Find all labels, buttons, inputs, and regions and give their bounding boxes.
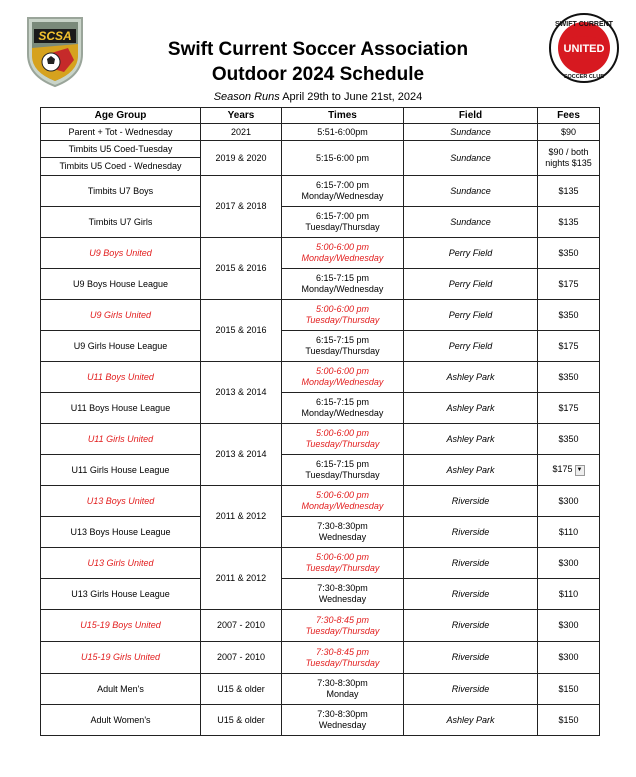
- time-days: Tuesday/Thursday: [305, 470, 380, 480]
- time-days: Monday: [326, 689, 359, 699]
- table-row: [41, 141, 600, 158]
- fee-cell: $350: [538, 424, 600, 455]
- field-cell: Sundance: [404, 176, 538, 207]
- season-runs-label: Season Runs: [213, 91, 280, 103]
- col-field: Field: [404, 108, 538, 124]
- time-days: Tuesday/Thursday: [305, 563, 380, 573]
- age-group-cell: U13 Girls United: [41, 548, 201, 579]
- times-cell: [282, 610, 404, 642]
- field-cell: Perry Field: [404, 331, 538, 362]
- times-cell: [282, 424, 404, 455]
- col-times: Times: [282, 108, 404, 124]
- age-group-cell: U11 Girls United: [41, 424, 201, 455]
- time-range: 6:15-7:15 pm: [315, 335, 370, 345]
- fee-line: nights $135: [545, 158, 592, 168]
- season-range: April 29th to June 21st, 2024: [279, 91, 423, 103]
- field-cell: Ashley Park: [404, 705, 538, 736]
- table-row: [41, 674, 600, 705]
- years-cell: U15 & older: [201, 705, 282, 736]
- time-days: Wednesday: [318, 594, 367, 604]
- years-cell: U15 & older: [201, 674, 282, 705]
- age-group-cell: U13 Boys United: [41, 486, 201, 517]
- years-cell: 2013 & 2014: [201, 424, 282, 486]
- fee-cell: $175: [538, 393, 600, 424]
- age-group-cell: U13 Girls House League: [41, 579, 201, 610]
- svg-text:UNITED: UNITED: [563, 43, 605, 55]
- time-range: 5:00-6:00 pm: [315, 552, 370, 562]
- times-cell: [282, 642, 404, 674]
- field-cell: Ashley Park: [404, 424, 538, 455]
- time-range: 5:00-6:00 pm: [315, 366, 370, 376]
- svg-text:SOCCER CLUB: SOCCER CLUB: [563, 74, 605, 80]
- years-cell: 2015 & 2016: [201, 300, 282, 362]
- field-cell: Sundance: [404, 207, 538, 238]
- time-days: Monday/Wednesday: [301, 191, 384, 201]
- time-days: Tuesday/Thursday: [305, 222, 380, 232]
- field-cell: Riverside: [404, 517, 538, 548]
- age-group-cell: Adult Men's: [41, 674, 201, 705]
- fee-cell: $135: [538, 207, 600, 238]
- fee-cell[interactable]: [538, 455, 600, 486]
- times-cell: [282, 548, 404, 579]
- times-cell: [282, 176, 404, 207]
- table-row: [41, 517, 600, 548]
- table-row: [41, 331, 600, 362]
- field-cell: Sundance: [404, 141, 538, 176]
- time-range: 7:30-8:30pm: [317, 678, 368, 688]
- dropdown-arrow-icon[interactable]: ▼: [575, 465, 585, 476]
- field-cell: Riverside: [404, 579, 538, 610]
- svg-text:SCSA: SCSA: [38, 29, 72, 43]
- age-group-cell: U13 Boys House League: [41, 517, 201, 548]
- field-cell: Ashley Park: [404, 393, 538, 424]
- table-row: [41, 207, 600, 238]
- time-days: Tuesday/Thursday: [305, 346, 380, 356]
- time-days: Monday/Wednesday: [301, 408, 384, 418]
- season-dates: [0, 91, 636, 103]
- col-age-group: Age Group: [41, 108, 201, 124]
- time-range: 6:15-7:15 pm: [315, 397, 370, 407]
- times-cell: [282, 579, 404, 610]
- table-row: [41, 424, 600, 455]
- time-range: 5:00-6:00 pm: [315, 428, 370, 438]
- fee-cell: $110: [538, 579, 600, 610]
- times-cell: [282, 207, 404, 238]
- table-row: [41, 642, 600, 674]
- time-range: 6:15-7:00 pm: [315, 180, 370, 190]
- age-group-cell: Timbits U5 Coed - Wednesday: [41, 158, 201, 176]
- time-range: 6:15-7:15 pm: [315, 273, 370, 283]
- age-group-cell: U11 Girls House League: [41, 455, 201, 486]
- time-range: 7:30-8:45 pm: [315, 646, 370, 657]
- fee-cell: $350: [538, 238, 600, 269]
- fee-cell: $350: [538, 300, 600, 331]
- field-cell: Sundance: [404, 124, 538, 141]
- fee-cell: $300: [538, 642, 600, 674]
- times-cell: [282, 393, 404, 424]
- age-group-cell: Adult Women's: [41, 705, 201, 736]
- field-cell: Riverside: [404, 610, 538, 642]
- page-subtitle: Outdoor 2024 Schedule: [211, 64, 425, 85]
- table-row: [41, 455, 600, 486]
- fee-cell: $150: [538, 705, 600, 736]
- field-cell: Ashley Park: [404, 362, 538, 393]
- times-cell: 5:15-6:00 pm: [282, 141, 404, 176]
- table-row: [41, 124, 600, 141]
- age-group-cell: U11 Boys House League: [41, 393, 201, 424]
- time-range: 7:30-8:45 pm: [315, 614, 370, 625]
- age-group-cell: U9 Girls United: [41, 300, 201, 331]
- table-row: [41, 269, 600, 300]
- time-range: 6:15-7:15 pm: [315, 459, 370, 469]
- table-row: [41, 610, 600, 642]
- table-row: [41, 393, 600, 424]
- age-group-cell: Timbits U7 Boys: [41, 176, 201, 207]
- time-days: Tuesday/Thursday: [305, 625, 380, 636]
- times-cell: [282, 455, 404, 486]
- fee-cell: $300: [538, 486, 600, 517]
- fee-cell: $300: [538, 548, 600, 579]
- years-cell: 2015 & 2016: [201, 238, 282, 300]
- times-cell: [282, 331, 404, 362]
- col-fees: Fees: [538, 108, 600, 124]
- time-days: Wednesday: [318, 532, 367, 542]
- table-row: [41, 486, 600, 517]
- fee-line: $90 / both: [548, 147, 589, 157]
- times-cell: [282, 674, 404, 705]
- fee-cell: $150: [538, 674, 600, 705]
- time-days: Monday/Wednesday: [301, 284, 384, 294]
- years-cell: 2013 & 2014: [201, 362, 282, 424]
- field-cell: Perry Field: [404, 300, 538, 331]
- time-range: 5:00-6:00 pm: [315, 304, 370, 314]
- table-row: [41, 548, 600, 579]
- years-cell: 2007 - 2010: [201, 610, 282, 642]
- times-cell: [282, 705, 404, 736]
- time-days: Tuesday/Thursday: [305, 439, 380, 449]
- field-cell: Riverside: [404, 548, 538, 579]
- age-group-cell: U15-19 Girls United: [41, 642, 201, 674]
- years-cell: 2011 & 2012: [201, 486, 282, 548]
- time-days: Tuesday/Thursday: [305, 657, 380, 668]
- times-cell: [282, 238, 404, 269]
- fee-cell: $350: [538, 362, 600, 393]
- fee-cell: $135: [538, 176, 600, 207]
- table-row: [41, 705, 600, 736]
- time-days: Tuesday/Thursday: [305, 315, 380, 325]
- age-group-cell: Timbits U7 Girls: [41, 207, 201, 238]
- age-group-cell: U9 Girls House League: [41, 331, 201, 362]
- time-range: 5:00-6:00 pm: [315, 490, 370, 500]
- fee-value: $175: [552, 464, 573, 475]
- time-range: 7:30-8:30pm: [317, 583, 368, 593]
- page-title: Swift Current Soccer Association: [167, 39, 469, 60]
- fee-cell: $90: [538, 124, 600, 141]
- times-cell: [282, 486, 404, 517]
- fee-cell: [538, 141, 600, 176]
- age-group-cell: U15-19 Boys United: [41, 610, 201, 642]
- field-cell: Perry Field: [404, 269, 538, 300]
- time-days: Monday/Wednesday: [301, 377, 384, 387]
- times-cell: 5:51-6:00pm: [282, 124, 404, 141]
- field-cell: Riverside: [404, 674, 538, 705]
- years-cell: 2017 & 2018: [201, 176, 282, 238]
- fee-cell: $300: [538, 610, 600, 642]
- fee-cell: $175: [538, 331, 600, 362]
- field-cell: Perry Field: [404, 238, 538, 269]
- table-row: [41, 238, 600, 269]
- col-years: Years: [201, 108, 282, 124]
- years-cell: 2021: [201, 124, 282, 141]
- time-days: Monday/Wednesday: [301, 253, 384, 263]
- times-cell: [282, 300, 404, 331]
- age-group-cell: U11 Boys United: [41, 362, 201, 393]
- time-range: 6:15-7:00 pm: [315, 211, 370, 221]
- field-cell: Ashley Park: [404, 455, 538, 486]
- age-group-cell: U9 Boys United: [41, 238, 201, 269]
- table-row: [41, 176, 600, 207]
- age-group-cell: U9 Boys House League: [41, 269, 201, 300]
- time-range: 7:30-8:30pm: [317, 521, 368, 531]
- times-cell: [282, 517, 404, 548]
- times-cell: [282, 269, 404, 300]
- time-days: Monday/Wednesday: [301, 501, 384, 511]
- time-days: Wednesday: [318, 720, 367, 730]
- fee-cell: $175: [538, 269, 600, 300]
- table-row: [41, 300, 600, 331]
- times-cell: [282, 362, 404, 393]
- time-range: 5:00-6:00 pm: [315, 242, 370, 252]
- years-cell: 2011 & 2012: [201, 548, 282, 610]
- field-cell: Riverside: [404, 642, 538, 674]
- field-cell: Riverside: [404, 486, 538, 517]
- time-range: 7:30-8:30pm: [317, 709, 368, 719]
- schedule-table: [40, 107, 600, 736]
- age-group-cell: Parent + Tot - Wednesday: [41, 124, 201, 141]
- age-group-cell: Timbits U5 Coed-Tuesday: [41, 141, 201, 158]
- fee-cell: $110: [538, 517, 600, 548]
- years-cell: 2019 & 2020: [201, 141, 282, 176]
- years-cell: 2007 - 2010: [201, 642, 282, 674]
- svg-text:SWIFT CURRENT: SWIFT CURRENT: [555, 21, 613, 28]
- table-header-row: [41, 108, 600, 124]
- table-row: [41, 362, 600, 393]
- table-row: [41, 579, 600, 610]
